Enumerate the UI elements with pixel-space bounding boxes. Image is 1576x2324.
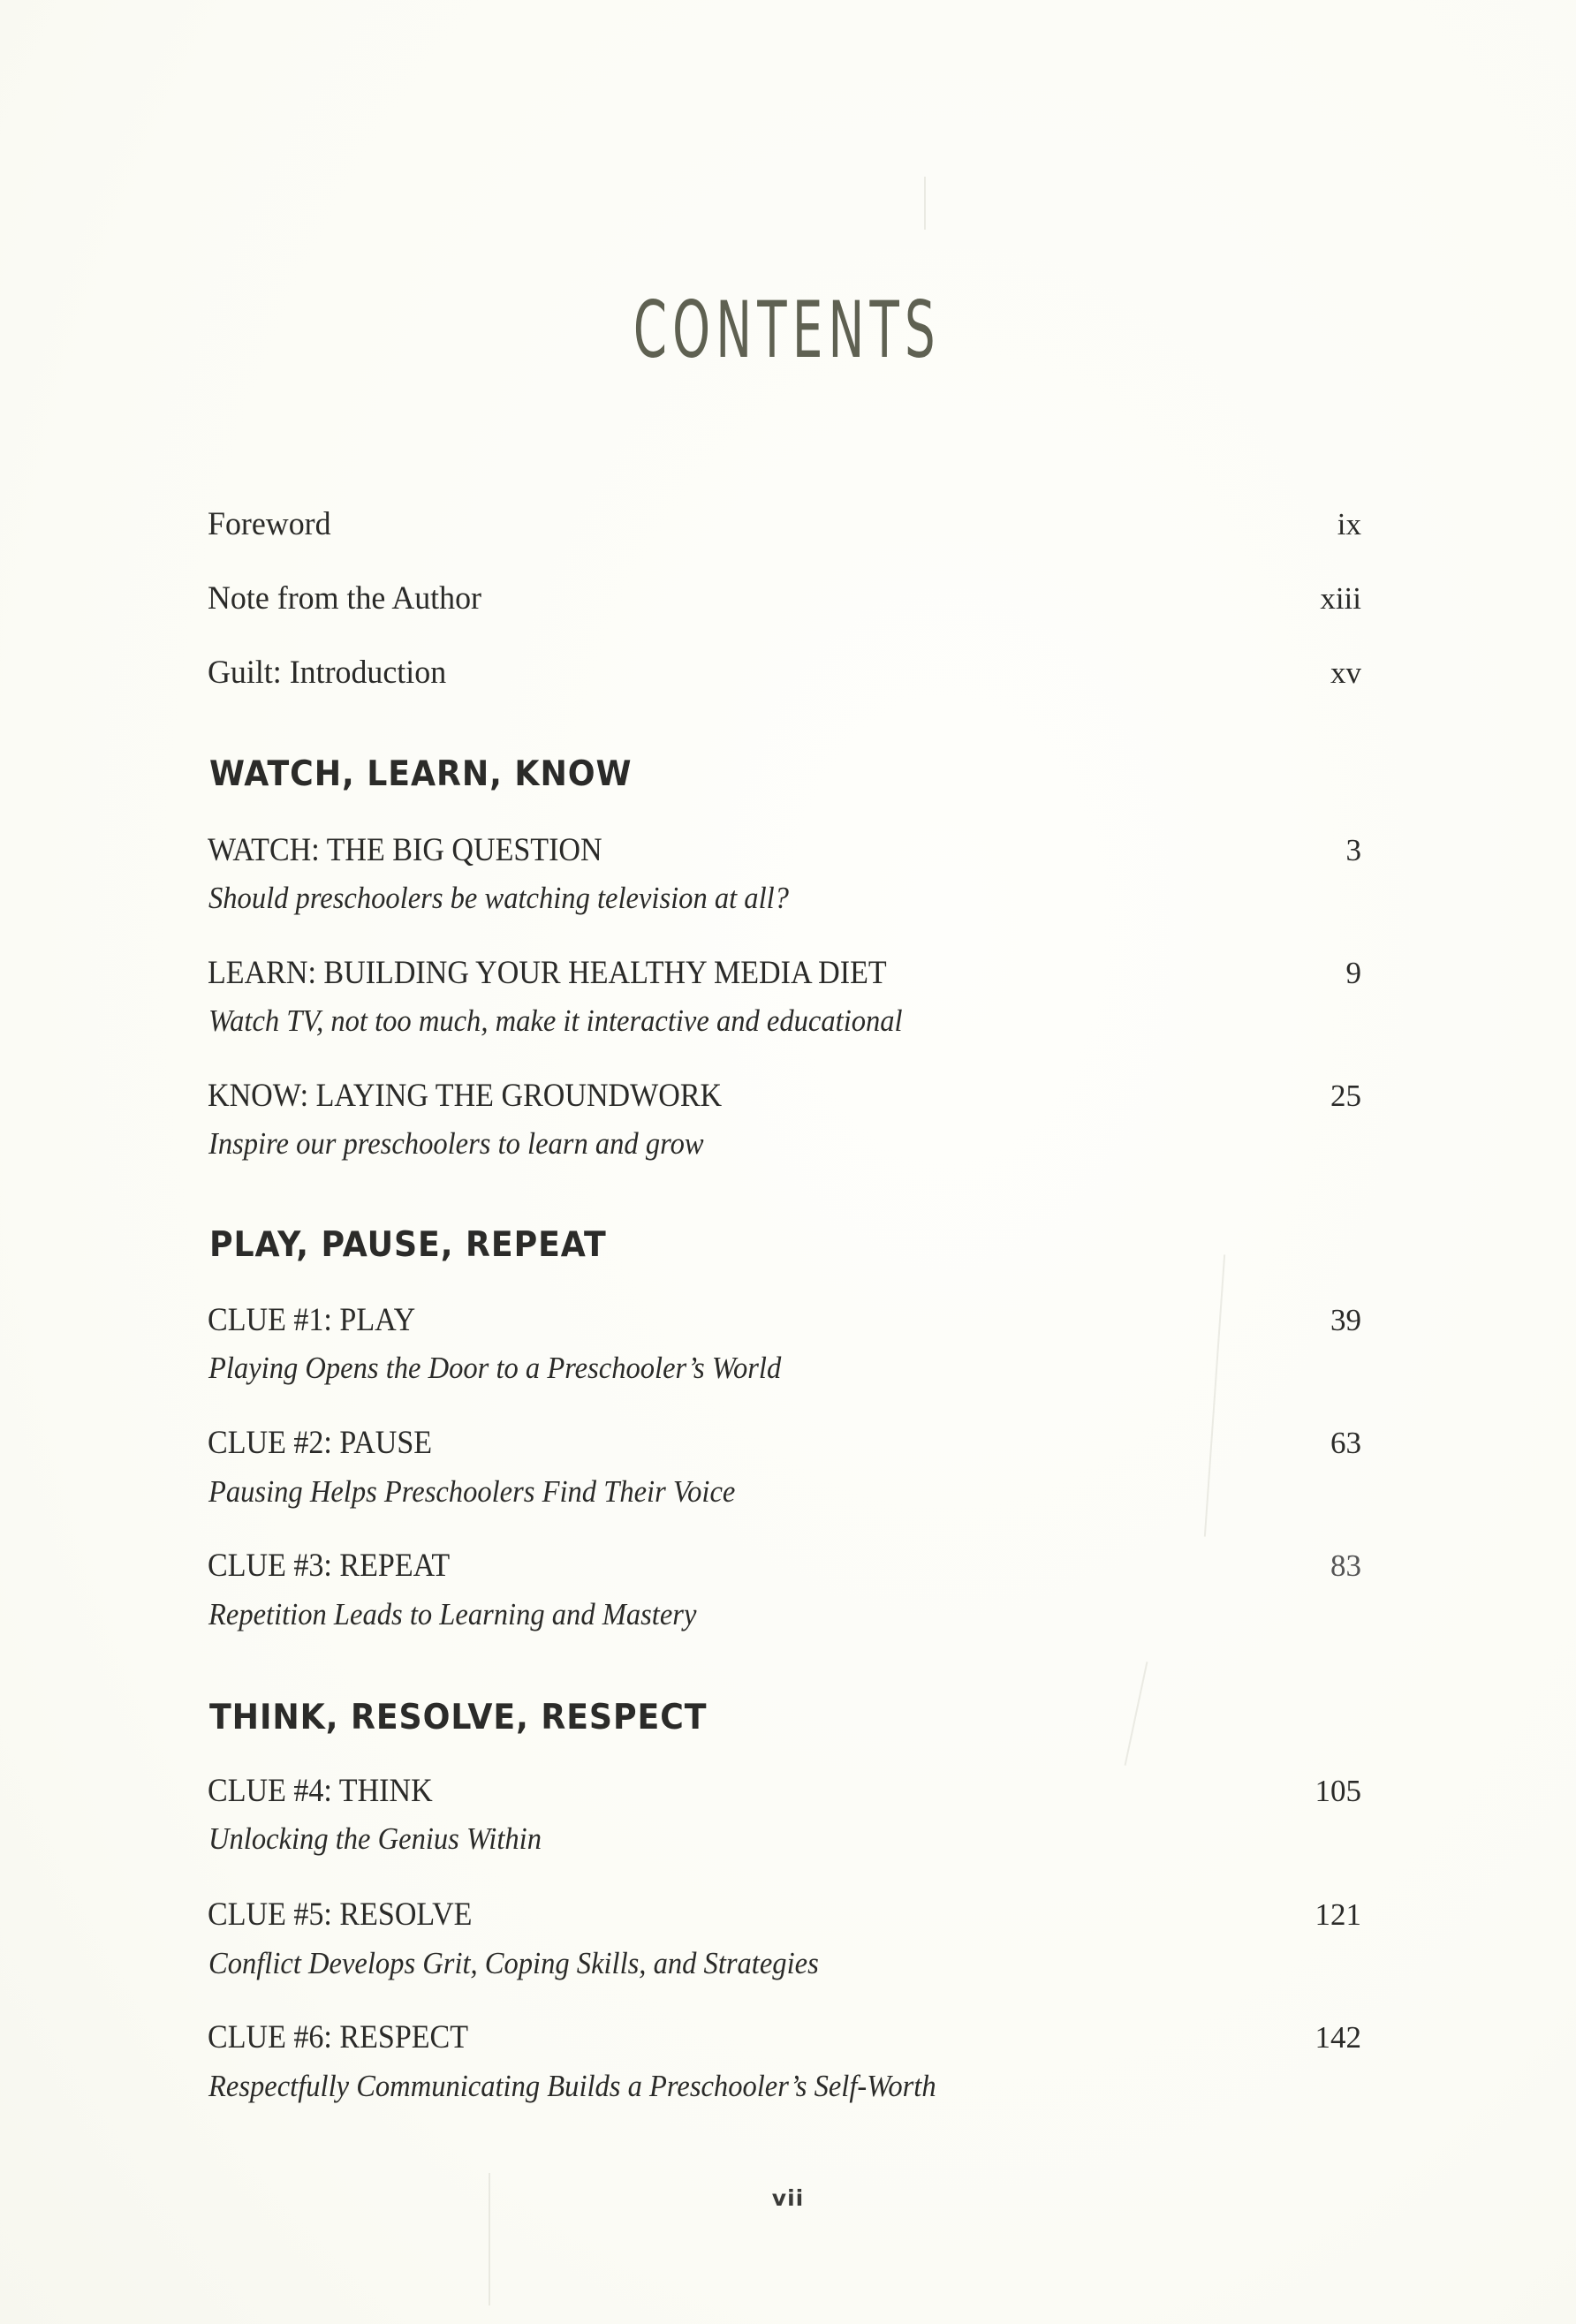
part-heading: PLAY, PAUSE, REPEAT: [209, 1225, 607, 1265]
chapter-title: CLUE #2: PAUSE: [208, 1425, 433, 1461]
page-folio: vii: [771, 2185, 805, 2211]
chapter-subtitle: Respectfully Communicating Builds a Preschooler’s Self-Worth: [208, 2069, 936, 2103]
toc-page-number: xiii: [1320, 581, 1361, 616]
chapter-subtitle: Should preschoolers be watching television at all?: [208, 881, 789, 915]
toc-page-number: 3: [1345, 833, 1361, 867]
part-heading: THINK, RESOLVE, RESPECT: [209, 1698, 708, 1737]
toc-page-number: xv: [1330, 655, 1361, 690]
chapter-subtitle: Repetition Leads to Learning and Mastery: [208, 1597, 697, 1631]
chapter-subtitle: Watch TV, not too much, make it interactive and educational: [208, 1003, 903, 1038]
toc-chapter-entry[interactable]: [208, 1301, 1361, 1339]
toc-page-number: 25: [1330, 1079, 1361, 1113]
chapter-title: LEARN: BUILDING YOUR HEALTHY MEDIA DIET: [208, 955, 887, 991]
chapter-subtitle: Unlocking the Genius Within: [208, 1821, 542, 1856]
toc-page-number: 83: [1330, 1548, 1361, 1583]
toc-page-number: ix: [1337, 507, 1361, 541]
toc-entry-label: Note from the Author: [208, 580, 481, 617]
toc-page-number: 142: [1315, 2020, 1361, 2055]
chapter-title: CLUE #1: PLAY: [208, 1302, 416, 1338]
chapter-title: CLUE #5: RESOLVE: [208, 1896, 473, 1933]
toc-chapter-entry[interactable]: [208, 2018, 1361, 2056]
toc-chapter-entry[interactable]: [208, 1547, 1361, 1585]
toc-chapter-entry[interactable]: [208, 1896, 1361, 1934]
chapter-title: CLUE #4: THINK: [208, 1773, 433, 1809]
chapter-subtitle: Playing Opens the Door to a Preschooler’s World: [208, 1351, 782, 1385]
chapter-subtitle: Inspire our preschoolers to learn and grow: [208, 1126, 704, 1161]
toc-entry-note-from-author[interactable]: [208, 579, 1361, 617]
toc-page-number: 9: [1345, 956, 1361, 990]
paper-crease: [1125, 1662, 1148, 1766]
chapter-title: WATCH: THE BIG QUESTION: [208, 832, 602, 868]
toc-chapter-entry[interactable]: [208, 1772, 1361, 1810]
paper-crease: [924, 177, 926, 230]
part-heading: WATCH, LEARN, KNOW: [209, 754, 633, 794]
toc-page-number: 39: [1330, 1303, 1361, 1337]
page-title: CONTENTS: [633, 284, 941, 375]
toc-entry-label: Foreword: [208, 506, 331, 542]
chapter-subtitle: Pausing Helps Preschoolers Find Their Voice: [208, 1474, 736, 1509]
toc-entry-introduction[interactable]: [208, 654, 1361, 692]
chapter-title: CLUE #3: REPEAT: [208, 1548, 451, 1584]
toc-page-number: 121: [1315, 1897, 1361, 1932]
toc-page-number: 105: [1315, 1774, 1361, 1808]
toc-chapter-entry[interactable]: [208, 1424, 1361, 1462]
toc-page-number: 63: [1330, 1426, 1361, 1460]
toc-entry-foreword[interactable]: [208, 505, 1361, 543]
chapter-subtitle: Conflict Develops Grit, Coping Skills, and Strategies: [208, 1946, 819, 1980]
toc-chapter-entry[interactable]: [208, 1077, 1361, 1115]
chapter-title: KNOW: LAYING THE GROUNDWORK: [208, 1078, 723, 1114]
paper-crease: [1204, 1254, 1225, 1536]
chapter-title: CLUE #6: RESPECT: [208, 2019, 469, 2055]
toc-entry-label: Guilt: Introduction: [208, 655, 447, 691]
toc-chapter-entry[interactable]: [208, 954, 1361, 992]
toc-chapter-entry[interactable]: [208, 831, 1361, 869]
